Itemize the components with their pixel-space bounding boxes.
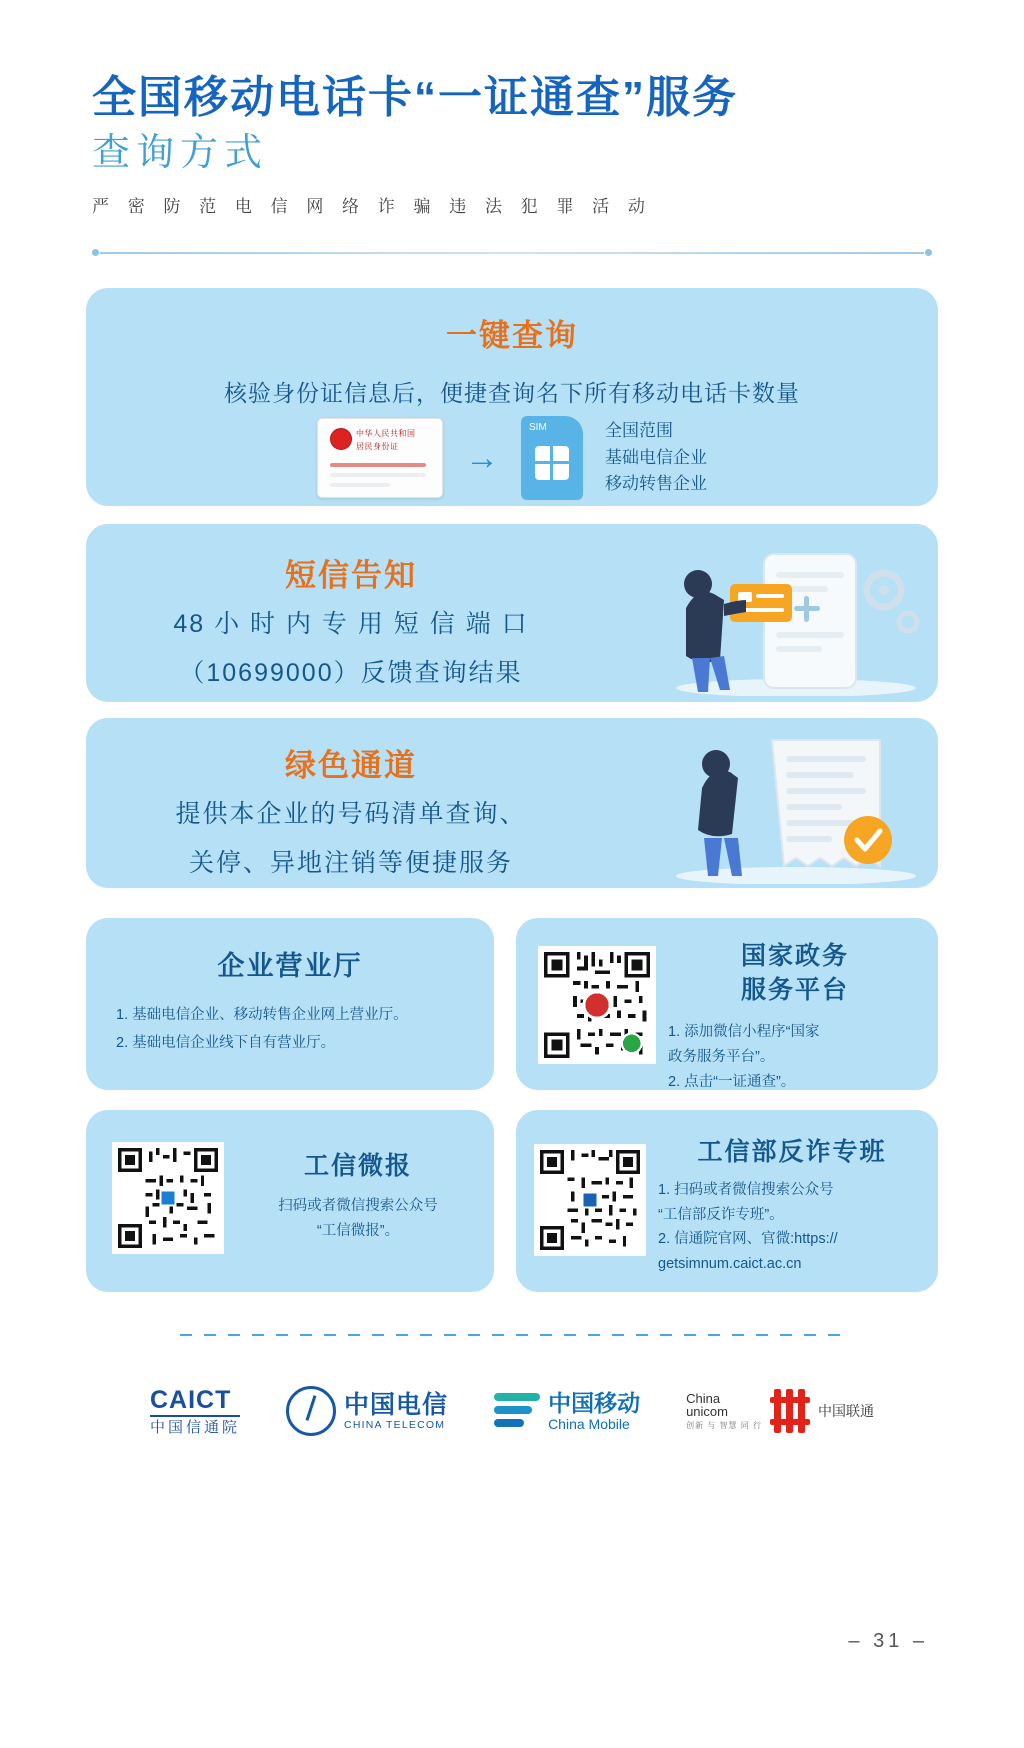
- card-hall-list: [116, 1002, 474, 1057]
- gov-heading-line-2: 服务平台: [740, 975, 849, 1004]
- card-green-heading: 绿色通道: [285, 748, 417, 783]
- divider-line: [100, 252, 924, 254]
- weibao-item-2: “工信微报”。: [316, 1222, 400, 1239]
- divider-dot-left: [92, 249, 99, 256]
- gongxin-weibao-qr-code[interactable]: [112, 1142, 224, 1254]
- china-telecom-logo: [286, 1386, 448, 1436]
- footer-dashed-divider: [180, 1334, 844, 1336]
- china-mobile-logo-text: [548, 1390, 640, 1433]
- card-green-line-2: 关停、异地注销等便捷服务: [188, 848, 513, 877]
- card-sms-heading: 短信告知: [285, 558, 417, 593]
- id-card-bar-2: [330, 473, 426, 477]
- card-green-channel: [86, 718, 938, 888]
- china-mobile-cn: 中国移动: [548, 1389, 641, 1416]
- gov-item-3: 2. 点击“一证通查”。: [668, 1074, 796, 1091]
- sim-label: SIM: [529, 422, 547, 433]
- antifraud-item-2: “工信部反诈专班”。: [658, 1206, 784, 1223]
- china-mobile-logo: [494, 1390, 640, 1433]
- china-unicom-logo: [686, 1389, 874, 1433]
- china-unicom-logo-text: [686, 1392, 762, 1430]
- antifraud-item-4: getsimnum.caict.ac.cn: [658, 1255, 802, 1272]
- card-sms-line-2: （10699000）反馈查询结果: [179, 658, 523, 687]
- card-green-line-1: 提供本企业的号码清单查询、: [175, 800, 527, 828]
- china-unicom-cn: 中国联通: [817, 1403, 874, 1419]
- sim-card-icon: [521, 416, 583, 500]
- card-one-key-body: 核验身份证信息后，便捷查询名下所有移动电话卡数量: [224, 380, 800, 406]
- sim-chip-icon: [535, 446, 569, 480]
- page-subtitle: 查询方式: [92, 132, 269, 174]
- gov-platform-qr-code[interactable]: [538, 946, 656, 1064]
- china-unicom-slogan: 创新 与 智慧 同 行: [686, 1421, 762, 1431]
- id-card-bar-1: [330, 463, 426, 467]
- one-key-scope-list: [605, 418, 707, 497]
- page-slogan: 严 密 防 范 电 信 网 络 诈 骗 违 法 犯 罪 活 动: [92, 197, 652, 217]
- china-unicom-en-1: China: [686, 1390, 721, 1406]
- weibao-text-block: [236, 1146, 480, 1243]
- china-unicom-en-2: unicom: [686, 1404, 728, 1420]
- antifraud-item-1: 1. 扫码或者微信搜索公众号: [658, 1182, 834, 1198]
- id-card-bar-3: [330, 483, 390, 487]
- id-card-line2: 居民身份证: [356, 442, 399, 451]
- gov-heading-line-1: 国家政务: [740, 942, 849, 970]
- caict-logo-cn: 中国信通院: [150, 1415, 240, 1436]
- green-channel-illustration: [646, 734, 926, 884]
- card-one-key-heading: 一键查询: [446, 318, 578, 353]
- page-title: 全国移动电话卡“一证通查”服务: [92, 73, 738, 122]
- hall-item-1: 1. 基础电信企业、移动转售企业网上营业厅。: [116, 1007, 408, 1023]
- scope-line-3: 移动转售企业: [605, 474, 707, 494]
- antifraud-item-3: 2. 信通院官网、官微:https://: [658, 1231, 838, 1248]
- weibao-item-1: 扫码或者微信搜索公众号: [278, 1198, 438, 1214]
- page-number: – 31 –: [848, 1630, 928, 1652]
- id-card-line1: 中华人民共和国: [356, 429, 416, 438]
- caict-logo-en: CAICT: [150, 1386, 232, 1414]
- scope-line-2: 基础电信企业: [605, 447, 707, 467]
- card-hall-heading: 企业营业厅: [217, 951, 363, 981]
- footer-logos: [150, 1368, 874, 1454]
- china-telecom-en: CHINA TELECOM: [344, 1419, 446, 1432]
- divider-dot-right: [925, 249, 932, 256]
- card-business-hall: [86, 918, 494, 1090]
- green-text-block: [86, 718, 616, 883]
- header-divider: [92, 248, 932, 258]
- id-card-icon: [317, 418, 443, 498]
- gov-item-1: 1. 添加微信小程序“国家: [668, 1023, 820, 1040]
- one-key-illustration: [86, 416, 938, 500]
- antifraud-qr-svg: [540, 1150, 640, 1250]
- card-one-key-query: [86, 288, 938, 506]
- antifraud-text-block: [658, 1132, 926, 1277]
- sms-illustration: [646, 546, 926, 696]
- arrow-right-icon: →: [465, 439, 499, 477]
- card-sms-notice: [86, 524, 938, 702]
- card-gov-list: [668, 1020, 922, 1096]
- caict-logo-text: [150, 1386, 240, 1436]
- card-gongxin-weibao: [86, 1110, 494, 1292]
- scope-line-1: 全国范围: [605, 421, 673, 441]
- card-sms-line-1: 48 小 时 内 专 用 短 信 端 口: [173, 610, 529, 638]
- gov-text-block: [668, 940, 922, 1096]
- card-gov-platform: [516, 918, 938, 1090]
- card-weibao-list: [236, 1194, 480, 1243]
- card-antifraud-list: [658, 1178, 926, 1277]
- hall-item-2: 2. 基础电信企业线下自有营业厅。: [116, 1034, 336, 1051]
- china-unicom-mark-icon: [770, 1389, 810, 1433]
- china-telecom-logo-text: [344, 1391, 448, 1432]
- china-mobile-mark-icon: [494, 1391, 540, 1431]
- card-antifraud-heading: 工信部反诈专班: [697, 1138, 887, 1166]
- weibao-qr-svg: [118, 1148, 218, 1248]
- caict-logo: [150, 1386, 240, 1436]
- gov-qr-svg: [544, 952, 650, 1058]
- page-header: [92, 70, 932, 217]
- china-telecom-mark-icon: [286, 1386, 336, 1436]
- antifraud-team-qr-code[interactable]: [534, 1144, 646, 1256]
- china-mobile-en: China Mobile: [548, 1416, 630, 1433]
- national-emblem-icon: [330, 428, 352, 450]
- card-antifraud-team: [516, 1110, 938, 1292]
- gov-item-2: 政务服务平台”。: [668, 1048, 775, 1065]
- card-gov-heading: [668, 940, 922, 1008]
- china-telecom-cn: 中国电信: [344, 1390, 449, 1419]
- card-weibao-heading: 工信微报: [303, 1152, 412, 1180]
- sms-text-block: [86, 524, 616, 693]
